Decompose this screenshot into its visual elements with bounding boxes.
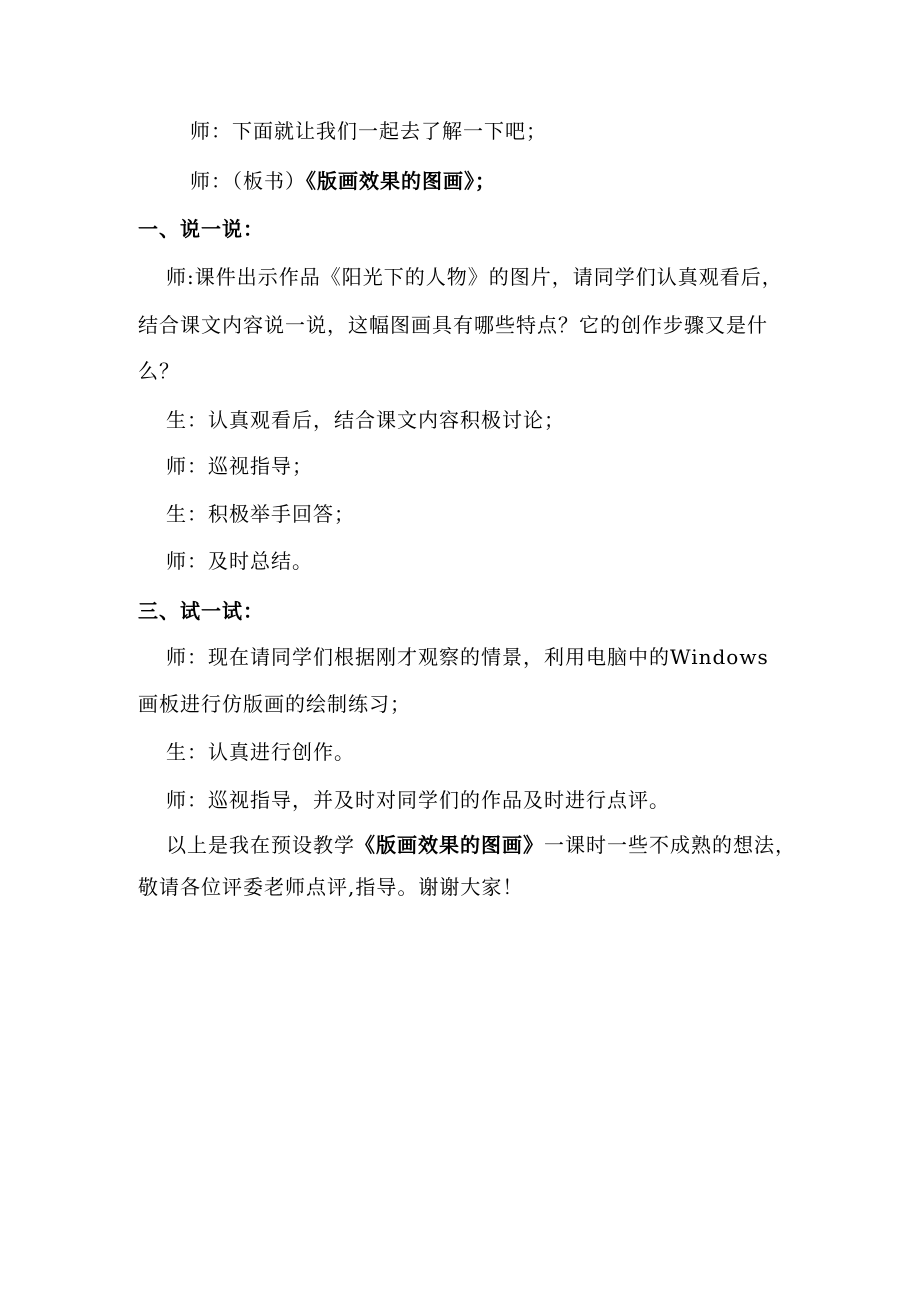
paragraph-practice-line-2 [0,689,920,719]
paragraph-student-create [0,737,920,767]
paragraph-closing-line-1 [0,830,920,860]
paragraph-teacher-review [0,785,920,815]
paragraph-text: 师：巡视指导； [166,454,313,478]
paragraph-teacher-intro [0,116,920,146]
paragraph-courseware-line-1 [0,262,920,292]
lesson-title: 《版画效果的图画》； [306,169,496,193]
paragraph-text: 师：下面就让我们一起去了解一下吧； [190,119,547,143]
paragraph-practice-line-1 [0,642,920,672]
paragraph-suffix: 一课时一些不成熟的想法， [544,833,796,857]
paragraph-text: 师：及时总结。 [166,549,313,573]
paragraph-text: 师：巡视指导，并及时对同学们的作品及时进行点评。 [166,788,670,812]
paragraph-student-discuss [0,405,920,435]
paragraph-text: 敬请各位评委老师点评,指导。谢谢大家！ [138,875,524,899]
paragraph-courseware-line-3 [0,356,920,386]
paragraph-text: 生：积极举手回答； [166,502,355,526]
heading-text: 三、试一试： [138,599,264,623]
paragraph-closing-line-2 [0,872,920,902]
paragraph-text: 师:课件出示作品《阳光下的人物》的图片，请同学们认真观看后， [166,265,783,289]
paragraph-text: 结合课文内容说一说，这幅图画具有哪些特点？它的创作步骤又是什 [138,313,768,337]
paragraph-prefix: 以上是我在预设教学 [166,833,355,857]
paragraph-text: 画板进行仿版画的绘制练习； [138,692,411,716]
section-heading-try [0,596,920,626]
paragraph-text: 生：认真进行创作。 [166,740,355,764]
paragraph-text: 生：认真观看后，结合课文内容积极讨论； [166,408,565,432]
paragraph-text: 么？ [138,359,180,383]
lesson-title: 《版画效果的图画》 [355,833,544,857]
paragraph-student-answer [0,499,920,529]
paragraph-courseware-line-2 [0,310,920,340]
paragraph-prefix: 师：（板书） [190,169,306,193]
paragraph-text: 师：现在请同学们根据刚才观察的情景，利用电脑中的Windows [166,645,769,669]
paragraph-teacher-summary [0,546,920,576]
paragraph-blackboard [0,166,920,196]
heading-text: 一、说一说： [138,217,264,241]
paragraph-teacher-guide [0,451,920,481]
section-heading-speak [0,214,920,244]
